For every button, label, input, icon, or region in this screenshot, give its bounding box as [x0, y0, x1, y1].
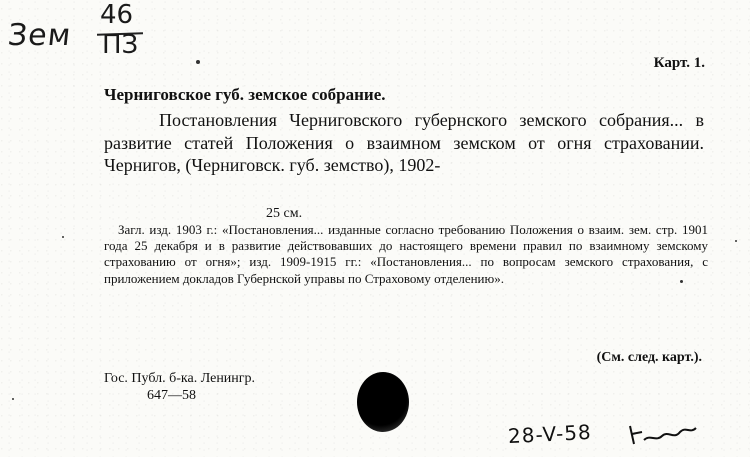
library-stamp [104, 370, 255, 404]
punch-hole [357, 372, 409, 432]
title-entry: Постановления Черниговского губернского земского собрания... в развитие статей Положения о взаимном земском от огня страховании. Чернигов, (Черниговск. губ. земство), 1902- [104, 110, 704, 175]
shelfmark-bottom: ПЗ [102, 30, 139, 60]
size-note: 25 см. [266, 206, 303, 221]
see-next-card: (См. след. карт.). [596, 350, 702, 365]
bibliographic-note: Загл. изд. 1903 г.: «Постановления... изданные согласно требованию Положения о взаим. зем. стр. 1901 года 25 декабря и в развитие действовавших до настоящего времени правил по взаимному земскому страхованию от огня»; изд. 1909-1915 гг.: «Постановления... по вопросам земского страхования, с приложением докладов Губернской управы по Страховому отделению». [104, 222, 708, 286]
author-heading: Черниговское губ. земское собрание. [104, 85, 386, 104]
card-number: Карт. 1. [653, 55, 705, 71]
speck [196, 60, 200, 64]
speck [735, 240, 737, 242]
speck [12, 398, 14, 400]
shelfmark-prefix: Зем [6, 18, 74, 53]
library-stamp-line2: 647—58 [147, 388, 196, 403]
shelfmark-top: 46 [100, 0, 134, 30]
speck [680, 280, 683, 283]
handwritten-date: 28-V-58 [507, 419, 593, 449]
signature-mark [628, 418, 698, 448]
speck [62, 236, 64, 238]
library-stamp-line1: Гос. Публ. б-ка. Ленингр. [104, 371, 256, 386]
